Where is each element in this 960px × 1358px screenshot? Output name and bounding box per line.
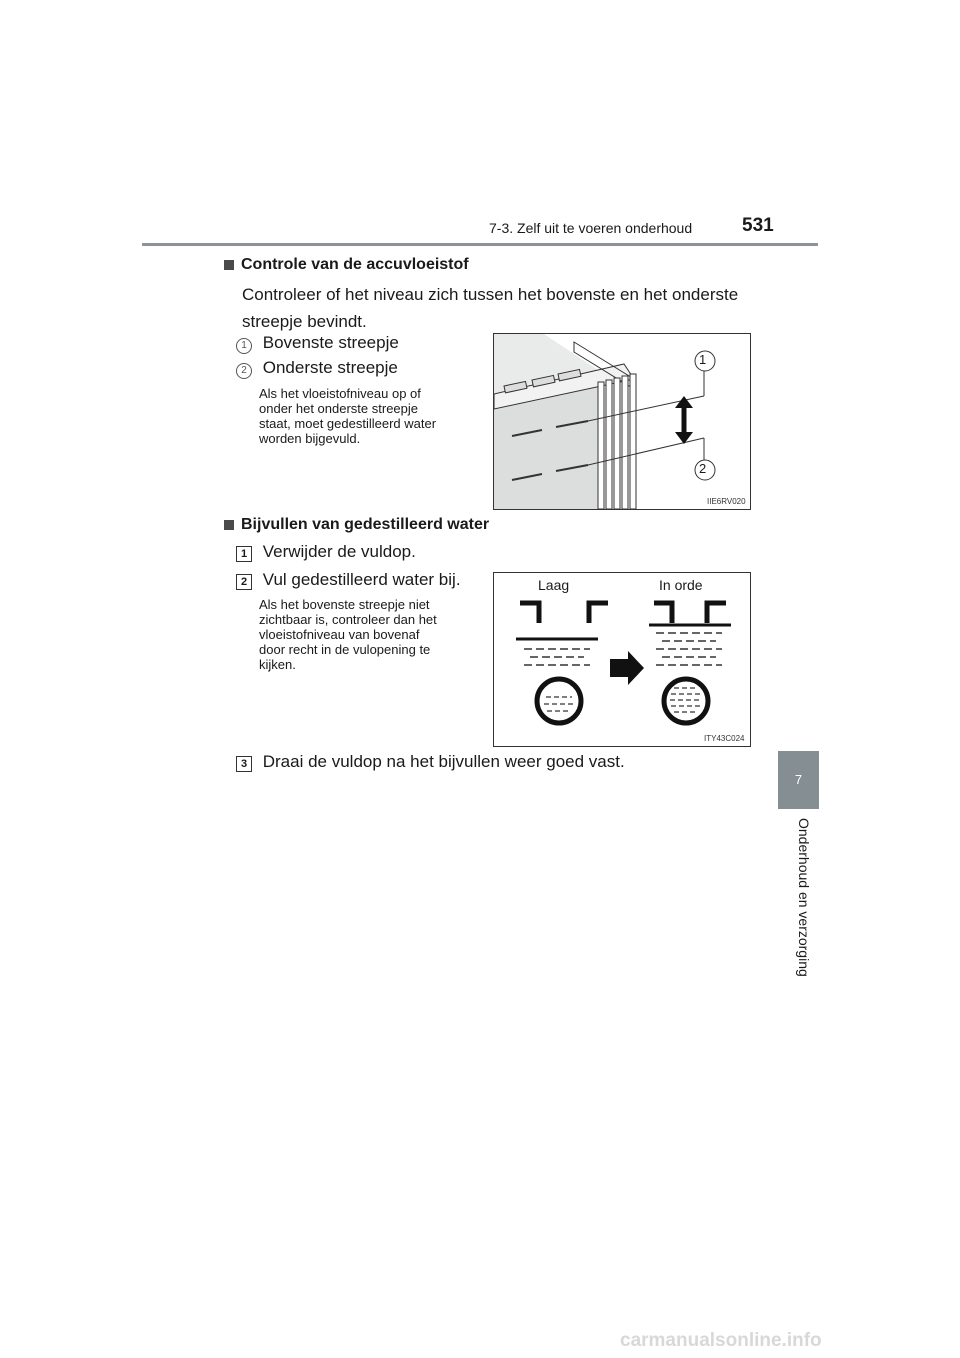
intro-paragraph: Controleer of het niveau zich tussen het bovenste en het onderste streepje bevindt. xyxy=(242,285,739,331)
step-number-badge: 2 xyxy=(236,574,252,590)
item-label: Bovenste streepje xyxy=(262,333,399,352)
chapter-tab: 7 xyxy=(778,751,819,809)
callout-1: 1 xyxy=(699,352,707,367)
note-top-view: Als het bovenste streepje niet zichtbaar is, controleer dan het vloeistofniveau van bovenaf door recht in de vulopening te kijken. xyxy=(259,597,437,672)
step-item xyxy=(236,538,416,565)
page-number: 531 xyxy=(742,215,774,236)
step-number-badge: 3 xyxy=(236,756,252,772)
section-heading-battery-fluid: Controle van de accuvloeistof xyxy=(224,256,469,274)
refill-level-figure xyxy=(493,572,751,747)
step-item xyxy=(236,748,625,775)
list-item xyxy=(236,354,398,381)
section-heading-refill-water: Bijvullen van gedestilleerd water xyxy=(224,516,489,534)
chapter-label: Onderhoud en verzorging xyxy=(796,818,812,977)
watermark: carmanualsonline.info xyxy=(620,1330,822,1351)
header-rule xyxy=(142,243,818,246)
bullet-square-icon xyxy=(224,520,234,530)
figure-code: IIE6RV020 xyxy=(707,497,746,506)
item-label: Onderste streepje xyxy=(262,358,398,377)
step-item xyxy=(236,566,461,593)
section-title: 7-3. Zelf uit te voeren onderhoud xyxy=(489,220,693,236)
battery-level-figure xyxy=(493,333,751,510)
refill-illustration xyxy=(494,573,750,746)
battery-illustration xyxy=(494,334,750,509)
step-number-badge: 1 xyxy=(236,546,252,562)
label-ok: In orde xyxy=(659,577,703,593)
note-refill: Als het vloeistofniveau op of onder het onderste streepje staat, moet gedestilleerd water worden bijgevuld. xyxy=(259,386,437,446)
step-text: Draai de vuldop na het bijvullen weer goed vast. xyxy=(262,752,625,771)
figure-code: ITY43C024 xyxy=(704,734,745,743)
bullet-square-icon xyxy=(224,260,234,270)
item-number-badge: 1 xyxy=(236,338,252,354)
list-item xyxy=(236,329,399,356)
item-number-badge: 2 xyxy=(236,363,252,379)
label-low: Laag xyxy=(538,577,570,593)
step-text: Vul gedestilleerd water bij. xyxy=(262,570,461,589)
step-text: Verwijder de vuldop. xyxy=(262,542,416,561)
callout-2: 2 xyxy=(699,461,707,476)
